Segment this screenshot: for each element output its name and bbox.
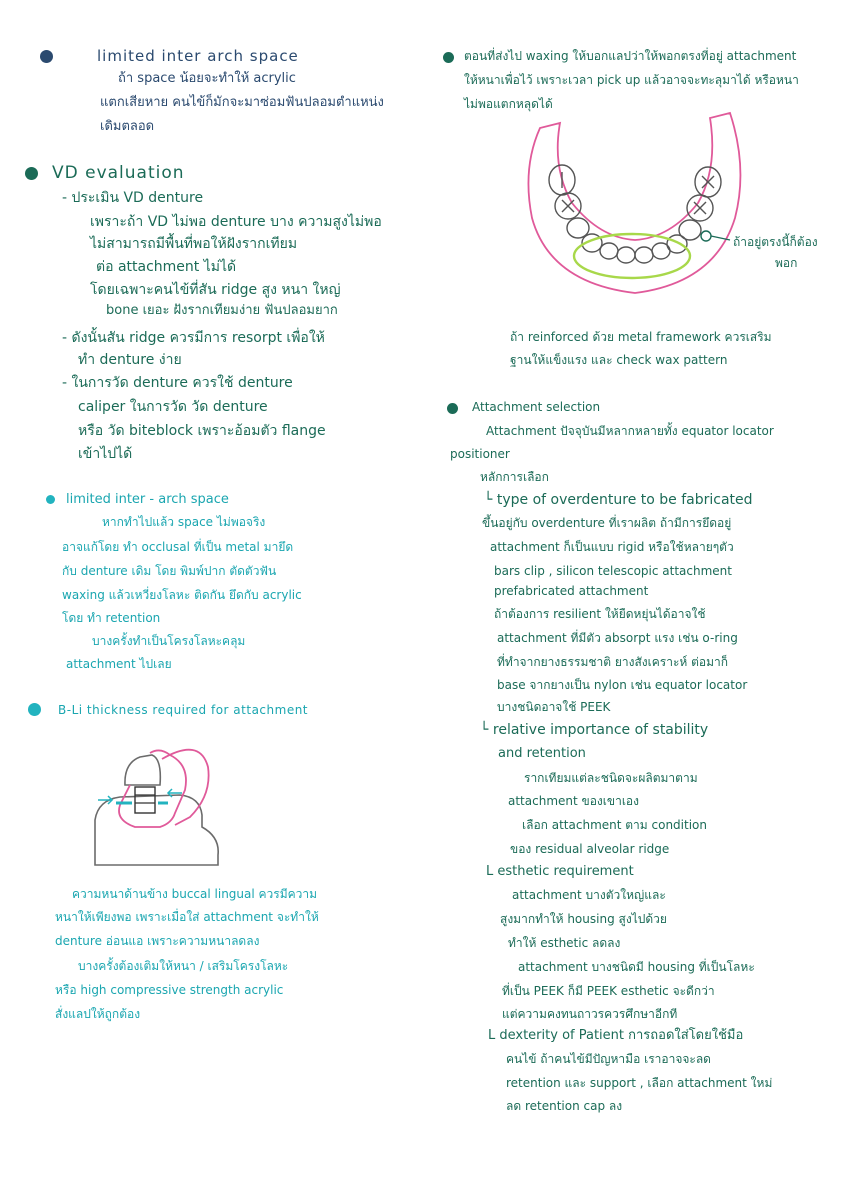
note-line: หรือ high compressive strength acrylic bbox=[55, 983, 284, 997]
bullet-dot bbox=[40, 50, 53, 63]
note-line: หรือ วัด biteblock เพราะอ้อมตัว flange bbox=[78, 423, 326, 439]
note-line: └ relative importance of stability bbox=[480, 722, 709, 738]
note-line: L dexterity of Patient การถอดใส่โดยใช้มือ bbox=[488, 1028, 744, 1043]
note-line: เดิมตลอด bbox=[100, 119, 155, 134]
note-line: bars clip , silicon telescopic attachment bbox=[494, 564, 732, 578]
note-line: caliper ในการวัด วัด denture bbox=[78, 399, 268, 415]
note-line: แต่ความคงทนถาวรควรศึกษาอีกที bbox=[502, 1007, 678, 1021]
note-line: ตอนที่ส่งไป waxing ให้บอกแลปว่าให้พอกตรงที่อยู่ attachment bbox=[464, 49, 797, 63]
note-line: attachment บางตัวใหญ่และ bbox=[512, 888, 666, 902]
thickness-diagram bbox=[90, 745, 270, 870]
note-line: ทำให้ esthetic ลดลง bbox=[508, 936, 621, 950]
note-line: bone เยอะ ฝังรากเทียมง่าย ฟันปลอมยาก bbox=[106, 303, 338, 318]
note-line: ของ residual alveolar ridge bbox=[510, 842, 670, 856]
note-line: หากทำไปแล้ว space ไม่พอจริง bbox=[102, 515, 266, 529]
note-line: attachment บางชนิดมี housing ที่เป็นโลหะ bbox=[518, 960, 755, 974]
note-line: โดยเฉพาะคนไข้ที่สัน ridge สูง หนา ใหญ่ bbox=[90, 282, 341, 298]
bullet-dot bbox=[46, 495, 55, 504]
note-line: สูงมากทำให้ housing สูงไปด้วย bbox=[500, 912, 667, 926]
note-line: บางครั้งต้องเติมให้หนา / เสริมโครงโลหะ bbox=[78, 959, 289, 973]
note-line: └ type of overdenture to be fabricated bbox=[484, 492, 753, 508]
bullet-dot bbox=[447, 403, 458, 414]
note-line: ต่อ attachment ไม่ได้ bbox=[96, 259, 237, 275]
diagram-note: พอก bbox=[775, 256, 798, 270]
note-line: positioner bbox=[450, 447, 510, 461]
note-line: ที่ทำจากยางธรรมชาติ ยางสังเคราะห์ ต่อมาก็ bbox=[497, 655, 729, 669]
note-line: บางชนิดอาจใช้ PEEK bbox=[497, 700, 611, 714]
note-line: ถ้า reinforced ด้วย metal framework ควรเสริม bbox=[510, 330, 772, 344]
note-line: ความหนาด้านข้าง buccal lingual ควรมีความ bbox=[72, 887, 318, 901]
note-line: ทำ denture ง่าย bbox=[78, 352, 182, 368]
note-line: attachment ที่มีตัว absorpt แรง เช่น o-ring bbox=[497, 631, 738, 645]
note-line: เลือก attachment ตาม condition bbox=[522, 818, 707, 832]
section-title-bli-thickness: B-Li thickness required for attachment bbox=[58, 703, 309, 717]
note-line: รากเทียมแต่ละชนิดจะผลิตมาตาม bbox=[524, 771, 698, 785]
note-line: waxing แล้วเหวี่ยงโลหะ ติดกัน ยึดกับ acrylic bbox=[62, 588, 302, 602]
note-line: attachment ไปเลย bbox=[66, 657, 172, 671]
note-line: เพราะถ้า VD ไม่พอ denture บาง ความสูงไม่พอ bbox=[90, 214, 382, 230]
note-line: ลด retention cap ลง bbox=[506, 1099, 623, 1113]
note-line: ฐานให้แข็งแรง และ check wax pattern bbox=[510, 353, 728, 367]
section-title-limited-inter-arch: limited inter - arch space bbox=[66, 492, 229, 507]
note-line: attachment ของเขาเอง bbox=[508, 794, 639, 808]
diagram-note: ถ้าอยู่ตรงนี้ก็ต้อง bbox=[733, 235, 818, 249]
note-line: ถ้าต้องการ resilient ให้ยืดหยุ่นได้อาจใช้ bbox=[494, 607, 706, 621]
note-line: prefabricated attachment bbox=[494, 584, 649, 598]
section-title-vd-evaluation: VD evaluation bbox=[52, 163, 185, 183]
note-line: denture อ่อนแอ เพราะความหนาลดลง bbox=[55, 934, 260, 948]
note-line: L esthetic requirement bbox=[486, 864, 634, 879]
note-line: โดย ทำ retention bbox=[62, 611, 161, 625]
section-title-limited-space: limited inter arch space bbox=[97, 47, 299, 65]
note-line: and retention bbox=[498, 746, 586, 761]
note-line: หลักการเลือก bbox=[480, 470, 549, 484]
note-line: แตกเสียหาย คนไข้ก็มักจะมาซ่อมฟันปลอมตำแหน่ง bbox=[100, 95, 384, 110]
note-line: เข้าไปได้ bbox=[78, 446, 133, 462]
note-line: base จากยางเป็น nylon เช่น equator locator bbox=[497, 678, 748, 692]
note-line: บางครั้งทำเป็นโครงโลหะคลุม bbox=[92, 634, 246, 648]
bullet-dot bbox=[28, 703, 41, 716]
note-line: retention และ support , เลือก attachment ใหม่ bbox=[506, 1076, 773, 1090]
note-line: กับ denture เดิม โดย พิมพ์ปาก ตัดตัวฟัน bbox=[62, 564, 277, 578]
bullet-dot bbox=[25, 167, 38, 180]
note-line: - ประเมิน VD denture bbox=[62, 190, 204, 206]
dental-arch-diagram bbox=[520, 108, 750, 308]
note-line: ที่เป็น PEEK ก็มี PEEK esthetic จะดีกว่า bbox=[502, 984, 715, 998]
note-line: ขึ้นอยู่กับ overdenture ที่เราผลิต ถ้ามีการยึดอยู่ bbox=[482, 516, 732, 530]
note-line: - ดังนั้นสัน ridge ควรมีการ resorpt เพื่อให้ bbox=[62, 330, 325, 346]
note-line: ให้หนาเพื่อไว้ เพราะเวลา pick up แล้วอาจจะทะลุมาได้ หรือหนา bbox=[464, 73, 799, 87]
note-line: สั่งแลปให้ถูกต้อง bbox=[55, 1007, 141, 1021]
section-title-attachment-selection: Attachment selection bbox=[472, 400, 601, 414]
note-line: ไม่สามารถมีพื้นที่พอให้ฝังรากเทียม bbox=[90, 236, 298, 252]
note-line: - ในการวัด denture ควรใช้ denture bbox=[62, 375, 293, 391]
note-line: Attachment ปัจจุบันมีหลากหลายทั้ง equator locator bbox=[486, 424, 774, 438]
note-line: หนาให้เพียงพอ เพราะเมื่อใส่ attachment จะทำให้ bbox=[55, 910, 319, 924]
note-line: คนไข้ ถ้าคนไข้มีปัญหามือ เราอาจจะลด bbox=[506, 1052, 711, 1066]
note-line: attachment ก็เป็นแบบ rigid หรือใช้หลายๆตัว bbox=[490, 540, 734, 554]
note-line: อาจแก้โดย ทำ occlusal ที่เป็น metal มายึด bbox=[62, 540, 294, 554]
bullet-dot bbox=[443, 52, 454, 63]
note-line: ไม่พอแตกหลุดได้ bbox=[464, 97, 553, 111]
note-line: ถ้า space น้อยจะทำให้ acrylic bbox=[118, 71, 296, 86]
